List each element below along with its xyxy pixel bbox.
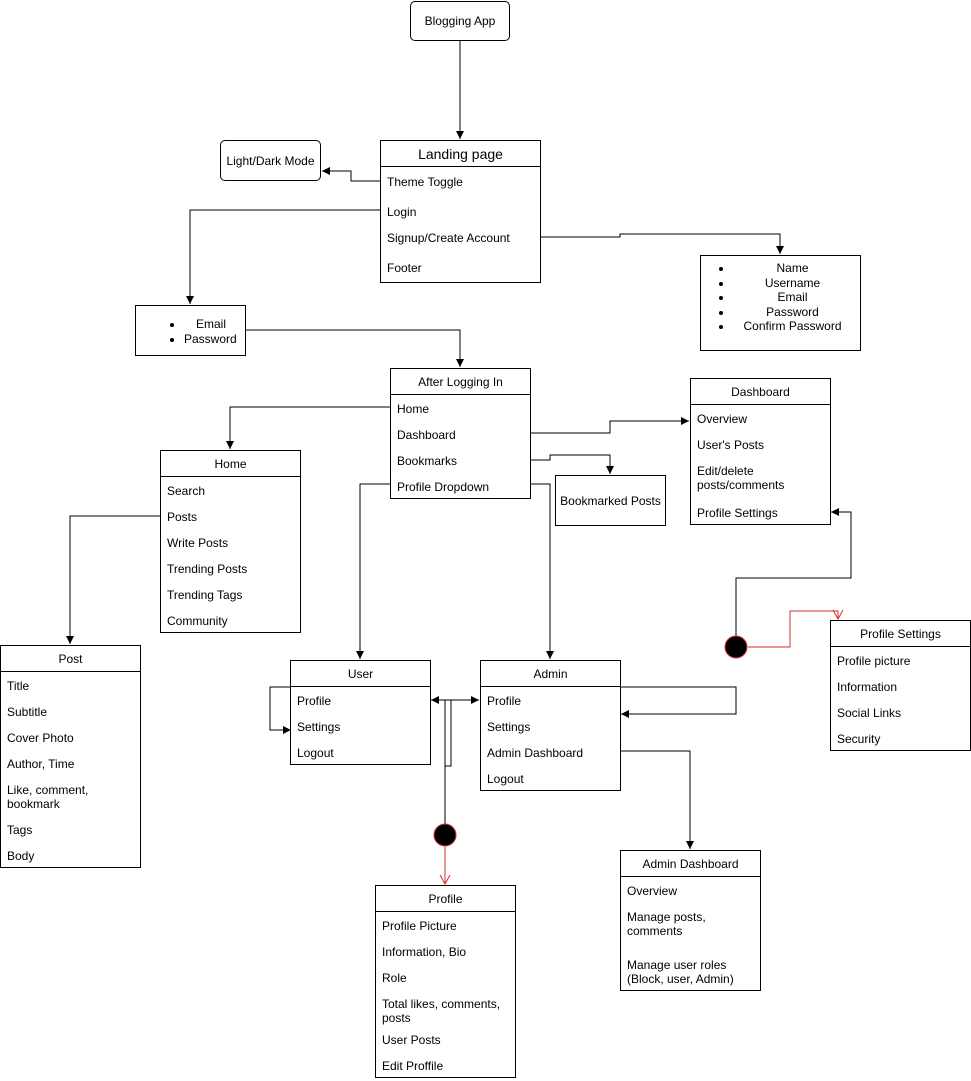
landing-item-login: Login xyxy=(387,205,417,219)
user-title: User xyxy=(291,661,430,687)
post-item-tags: Tags xyxy=(7,823,33,837)
dashboard-title: Dashboard xyxy=(691,379,830,405)
profile-title: Profile xyxy=(376,886,515,912)
landing-item-theme-toggle: Theme Toggle xyxy=(387,175,463,189)
dashboard-item-users-posts: User's Posts xyxy=(697,438,764,452)
signup-field-email: • Email xyxy=(733,290,852,305)
edge-login-to-credentials xyxy=(190,210,381,304)
profile-settings-item-information: Information xyxy=(837,680,898,694)
decision-node-settings xyxy=(725,636,747,658)
post-title: Post xyxy=(1,646,140,672)
signup-field-confirm-password: • Confirm Password xyxy=(733,319,852,334)
profile-settings-item-picture: Profile picture xyxy=(837,654,911,668)
user-item-logout: Logout xyxy=(297,746,334,760)
home-item-community: Community xyxy=(167,614,228,628)
admin-item-admin-dashboard: Admin Dashboard xyxy=(487,746,584,760)
post-item-subtitle: Subtitle xyxy=(7,705,48,719)
admin-dashboard-item-overview: Overview xyxy=(627,884,678,898)
admin-item-profile: Profile xyxy=(487,694,522,708)
profile-box xyxy=(375,885,516,1078)
signup-field-name: • Name xyxy=(733,261,852,276)
edge-signup-to-fields xyxy=(540,234,780,254)
edge-profile-dropdown-to-user xyxy=(360,484,391,659)
user-box xyxy=(290,660,431,765)
after-login-item-bookmarks: Bookmarks xyxy=(397,454,458,468)
home-item-trending-posts: Trending Posts xyxy=(167,562,248,576)
home-title: Home xyxy=(161,451,300,477)
login-field-email: • Email xyxy=(184,317,237,332)
user-item-settings: Settings xyxy=(297,720,341,734)
decision-node-profile xyxy=(434,824,456,846)
landing-page-box xyxy=(380,140,541,283)
user-item-profile: Profile xyxy=(297,694,332,708)
signup-fields-box xyxy=(700,255,861,351)
profile-settings-title: Profile Settings xyxy=(831,621,970,647)
after-login-title: After Logging In xyxy=(391,369,530,395)
profile-item-role: Role xyxy=(382,971,407,985)
app-title: Blogging App xyxy=(424,14,496,28)
edge-settings-link xyxy=(620,687,736,714)
home-item-search: Search xyxy=(167,484,206,498)
home-item-posts: Posts xyxy=(167,510,198,524)
edge-user-profile-self xyxy=(270,687,291,730)
profile-item-picture: Profile Picture xyxy=(382,919,457,933)
post-item-body: Body xyxy=(7,849,35,863)
profile-item-totals: Total likes, comments, posts xyxy=(382,997,501,1025)
admin-item-settings: Settings xyxy=(487,720,531,734)
admin-dashboard-title: Admin Dashboard xyxy=(621,851,760,877)
signup-field-username: • Username xyxy=(733,276,852,291)
admin-dashboard-box xyxy=(620,850,761,991)
login-field-password: • Password xyxy=(184,332,237,347)
post-box xyxy=(0,645,141,868)
dashboard-item-profile-settings: Profile Settings xyxy=(697,506,778,520)
bookmarked-posts-box xyxy=(555,475,666,526)
admin-box xyxy=(480,660,621,791)
edge-credentials-to-after-login xyxy=(245,330,460,367)
dashboard-box xyxy=(690,378,831,525)
admin-dashboard-item-manage-posts: Manage posts, comments xyxy=(627,910,706,938)
login-field-list xyxy=(184,317,237,346)
home-item-trending-tags: Trending Tags xyxy=(167,588,243,602)
landing-item-footer: Footer xyxy=(387,261,422,275)
post-item-like-comment-bookmark: Like, comment, bookmark xyxy=(7,783,89,811)
app-node xyxy=(410,1,510,41)
signup-field-password: • Password xyxy=(733,305,852,320)
edge-theme-toggle-to-mode xyxy=(322,171,381,181)
admin-dashboard-item-manage-roles: Manage user roles (Block, user, Admin) xyxy=(627,958,734,986)
profile-item-user-posts: User Posts xyxy=(382,1033,441,1047)
home-item-write-posts: Write Posts xyxy=(167,536,229,550)
post-item-title: Title xyxy=(7,679,30,693)
signup-field-list xyxy=(733,261,852,334)
edge-branch-to-profile-settings xyxy=(748,611,838,647)
login-fields-box xyxy=(135,305,246,356)
edge-admin-dashboard-to-admin-dash-box xyxy=(620,751,690,849)
theme-mode-label: Light/Dark Mode xyxy=(226,153,315,168)
edge-bookmarks-to-bookmarked xyxy=(530,455,610,474)
after-login-item-home: Home xyxy=(397,402,430,416)
dashboard-item-edit-delete: Edit/delete posts/comments xyxy=(697,464,785,492)
after-login-box xyxy=(390,368,531,499)
theme-mode-node xyxy=(220,140,321,181)
edge-user-settings-loop xyxy=(445,700,451,766)
after-login-item-dashboard: Dashboard xyxy=(397,428,456,442)
edge-posts-to-post xyxy=(70,516,160,644)
post-item-cover-photo: Cover Photo xyxy=(7,731,74,745)
edge-profile-dropdown-to-admin xyxy=(530,484,550,659)
home-box xyxy=(160,450,301,633)
landing-item-signup: Signup/Create Account xyxy=(387,231,510,245)
bookmarked-posts-label: Bookmarked Posts xyxy=(560,493,661,508)
admin-title: Admin xyxy=(481,661,620,687)
profile-item-edit-profile: Edit Proffile xyxy=(382,1059,444,1073)
profile-settings-box xyxy=(830,620,971,751)
profile-settings-item-security: Security xyxy=(837,732,881,746)
edge-branch-to-dashboard xyxy=(736,512,851,636)
profile-settings-item-social-links: Social Links xyxy=(837,706,902,720)
dashboard-item-overview: Overview xyxy=(697,412,748,426)
edge-home-item-to-home xyxy=(230,407,391,449)
landing-page-title: Landing page xyxy=(381,141,540,167)
profile-item-information-bio: Information, Bio xyxy=(382,945,467,959)
edge-dashboard-item-to-dashboard xyxy=(530,421,689,433)
after-login-item-profile-dropdown: Profile Dropdown xyxy=(397,480,490,494)
admin-item-logout: Logout xyxy=(487,772,524,786)
post-item-author-time: Author, Time xyxy=(7,757,75,771)
